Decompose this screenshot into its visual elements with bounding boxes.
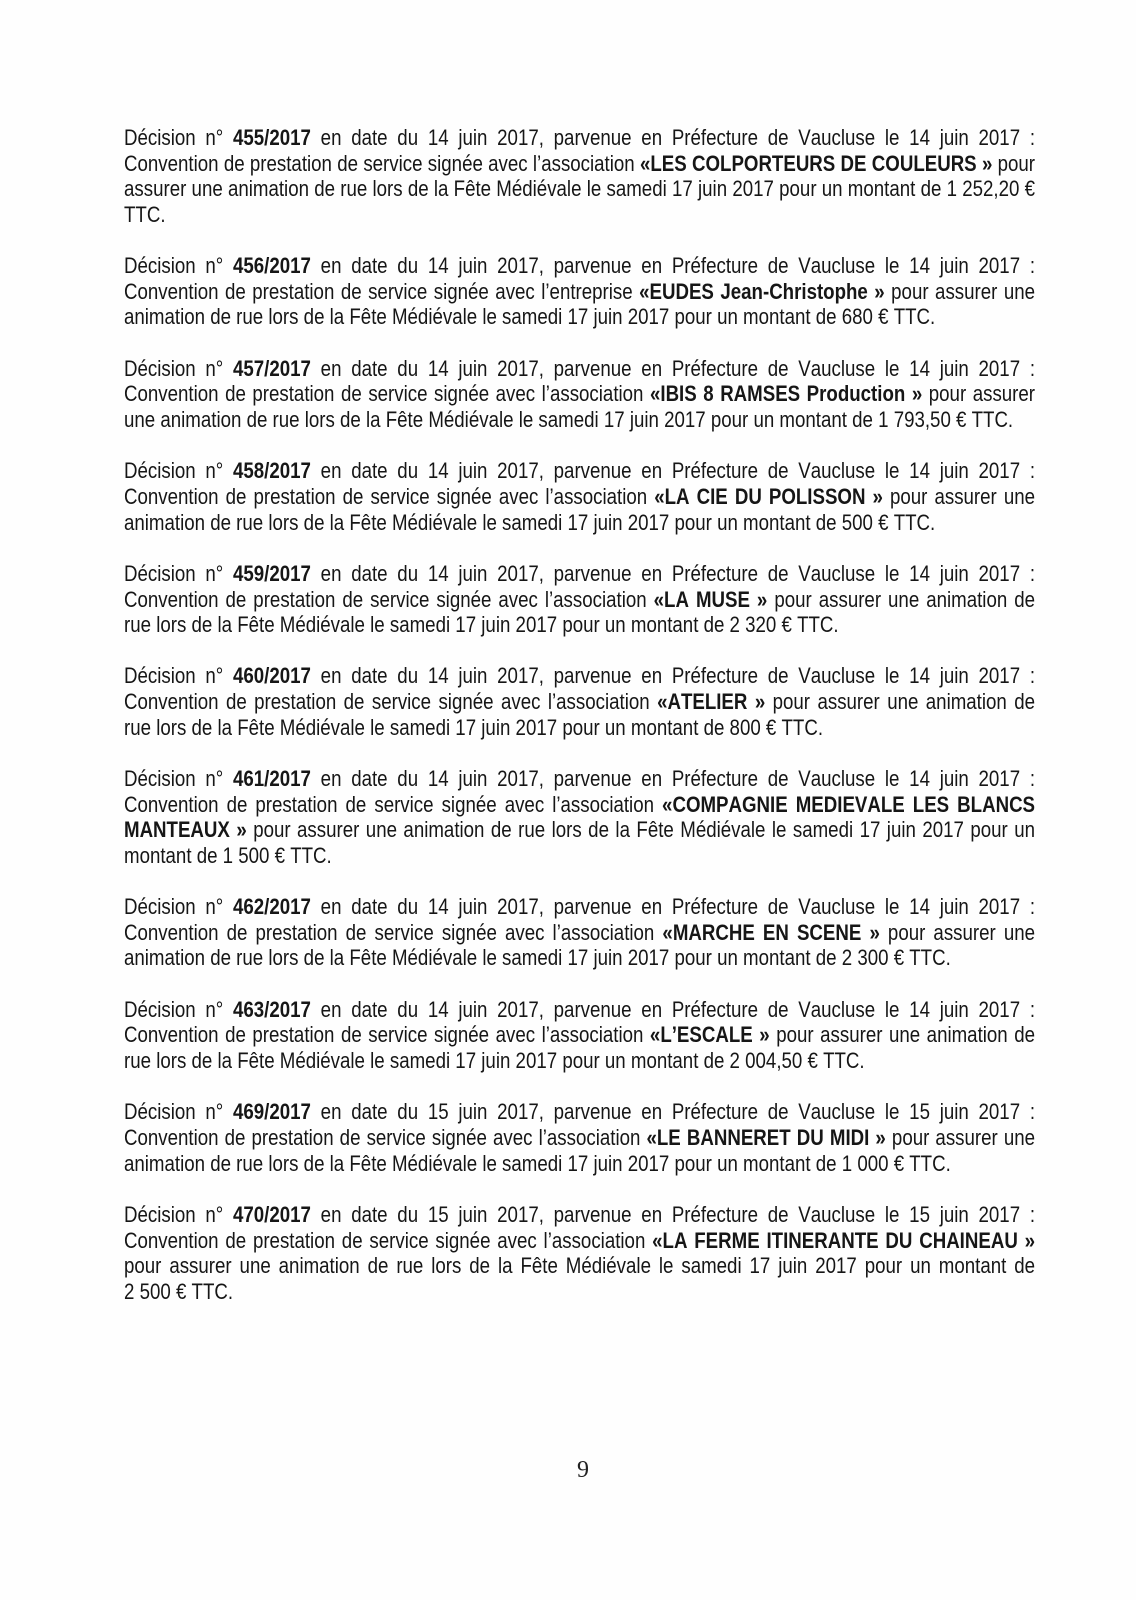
decision-item (124, 894, 1035, 971)
decision-label: Décision n° (124, 894, 233, 920)
decision-label: Décision n° (124, 355, 233, 381)
contractor-name: «LES COLPORTEURS DE COULEURS » (639, 150, 993, 176)
decision-description: en date du 15 juin 2017, parvenue en Préfecture de Vaucluse le 15 juin 2017 : Convention de prestation de service signée avec l’association (124, 1201, 1036, 1253)
decision-details: pour assurer une animation de rue lors de la Fête Médiévale le samedi 17 juin 2017 pour un montant de 1 500 € TTC. (124, 817, 1036, 868)
decision-item (124, 253, 1035, 330)
decision-number: 457/2017 (232, 355, 311, 381)
decision-item (124, 561, 1035, 638)
decision-description: en date du 14 juin 2017, parvenue en Préfecture de Vaucluse le 14 juin 2017 : Convention de prestation de service signée avec l’association (124, 996, 1036, 1048)
decision-label: Décision n° (124, 996, 233, 1022)
decision-item (124, 663, 1035, 740)
contractor-name: «L’ESCALE » (649, 1022, 770, 1048)
decision-details: pour assurer une animation de rue lors de la Fête Médiévale le samedi 17 juin 2017 pour un montant de 1 252,20 € TTC. (124, 150, 1036, 227)
page-number: 9 (577, 1457, 589, 1483)
decision-details: pour assurer une animation de rue lors de la Fête Médiévale le samedi 17 juin 2017 pour un montant de 500 € TTC. (124, 483, 1036, 535)
decision-details: pour assurer une animation de rue lors de la Fête Médiévale le samedi 17 juin 2017 pour un montant de 2 320 € TTC. (124, 586, 1036, 638)
decision-label: Décision n° (124, 560, 233, 586)
decision-description: en date du 14 juin 2017, parvenue en Préfecture de Vaucluse le 14 juin 2017 : Convention de prestation de service signée avec l’association (124, 458, 1036, 509)
contractor-name: «COMPAGNIE MEDIEVALE LES BLANCS MANTEAUX » (124, 791, 1036, 843)
decision-item (124, 766, 1035, 868)
decision-number: 461/2017 (232, 766, 311, 792)
decision-details: pour assurer une animation de rue lors de la Fête Médiévale le samedi 17 juin 2017 pour un montant de 2 004,50 € TTC. (124, 1022, 1036, 1073)
decision-label: Décision n° (124, 458, 233, 484)
decision-item (124, 1099, 1035, 1176)
decision-number: 463/2017 (232, 996, 311, 1022)
decision-number: 459/2017 (232, 560, 311, 586)
decision-description: en date du 14 juin 2017, parvenue en Préfecture de Vaucluse le 14 juin 2017 : Convention de prestation de service signée avec l’association (124, 663, 1036, 715)
contractor-name: «LE BANNERET DU MIDI » (646, 1124, 886, 1150)
decision-label: Décision n° (124, 125, 233, 150)
contractor-name: «LA CIE DU POLISSON » (654, 483, 883, 509)
decision-label: Décision n° (124, 766, 233, 792)
decision-description: en date du 14 juin 2017, parvenue en Préfecture de Vaucluse le 14 juin 2017 : Convention de prestation de service signée avec l’association (124, 125, 1036, 176)
contractor-name: «LA MUSE » (653, 586, 768, 612)
decision-item (124, 997, 1035, 1074)
decision-item (124, 356, 1035, 433)
decision-description: en date du 15 juin 2017, parvenue en Préfecture de Vaucluse le 15 juin 2017 : Convention de prestation de service signée avec l’association (124, 1099, 1036, 1150)
decision-details: pour assurer une animation de rue lors de la Fête Médiévale le samedi 17 juin 2017 pour un montant de 800 € TTC. (124, 689, 1036, 740)
decision-item (124, 1202, 1035, 1304)
decision-details: pour assurer une animation de rue lors de la Fête Médiévale le samedi 17 juin 2017 pour un montant de 1 793,50 € TTC. (124, 381, 1036, 432)
decision-number: 462/2017 (232, 894, 311, 920)
decision-details: pour assurer une animation de rue lors de la Fête Médiévale le samedi 17 juin 2017 pour un montant de 1 000 € TTC. (124, 1124, 1036, 1176)
decision-description: en date du 14 juin 2017, parvenue en Préfecture de Vaucluse le 14 juin 2017 : Convention de prestation de service signée avec l’association (124, 560, 1036, 612)
decision-number: 458/2017 (232, 458, 311, 484)
decision-number: 470/2017 (232, 1201, 311, 1227)
decision-label: Décision n° (124, 1201, 233, 1227)
decision-number: 460/2017 (232, 663, 311, 689)
decision-details: pour assurer une animation de rue lors de la Fête Médiévale le samedi 17 juin 2017 pour un montant de 680 € TTC. (124, 278, 1036, 330)
contractor-name: «IBIS 8 RAMSES Production » (649, 381, 923, 407)
decision-label: Décision n° (124, 1099, 233, 1125)
decision-description: en date du 14 juin 2017, parvenue en Préfecture de Vaucluse le 14 juin 2017 : Convention de prestation de service signée avec l’association (124, 894, 1036, 945)
decision-label: Décision n° (124, 253, 233, 279)
decision-label: Décision n° (124, 663, 233, 689)
decision-description: en date du 14 juin 2017, parvenue en Préfecture de Vaucluse le 14 juin 2017 : Convention de prestation de service signée avec l’entreprise (124, 253, 1036, 304)
decision-number: 469/2017 (232, 1099, 311, 1125)
decisions-list (124, 125, 1035, 1330)
contractor-name: «LA FERME ITINERANTE DU CHAINEAU » (652, 1227, 1036, 1253)
decision-details: pour assurer une animation de rue lors de la Fête Médiévale le samedi 17 juin 2017 pour un montant de 2 500 € TTC. (124, 1253, 1036, 1304)
decision-description: en date du 14 juin 2017, parvenue en Préfecture de Vaucluse le 14 juin 2017 : Convention de prestation de service signée avec l’association (124, 355, 1036, 407)
decision-number: 455/2017 (232, 125, 311, 150)
contractor-name: «MARCHE EN SCENE » (662, 919, 880, 945)
contractor-name: «ATELIER » (657, 689, 766, 715)
decision-details: pour assurer une animation de rue lors de la Fête Médiévale le samedi 17 juin 2017 pour un montant de 2 300 € TTC. (124, 919, 1036, 971)
contractor-name: «EUDES Jean-Christophe » (639, 278, 885, 304)
decision-number: 456/2017 (232, 253, 311, 279)
decision-item (124, 458, 1035, 535)
decision-item (124, 125, 1035, 227)
decision-description: en date du 14 juin 2017, parvenue en Préfecture de Vaucluse le 14 juin 2017 : Convention de prestation de service signée avec l’association (124, 766, 1036, 817)
